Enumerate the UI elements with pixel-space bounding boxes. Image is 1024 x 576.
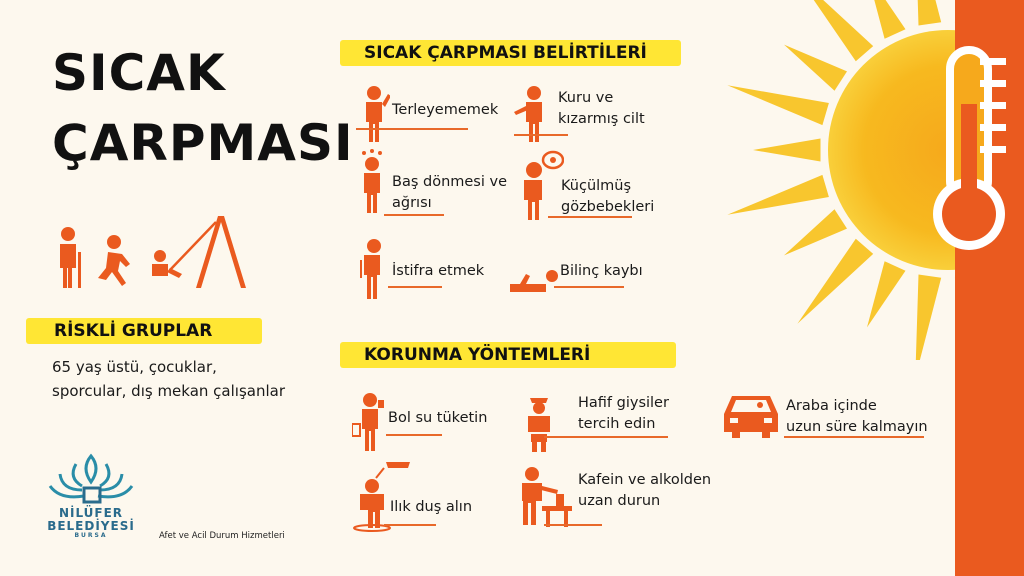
person-eye-icon (518, 150, 564, 220)
risk-groups-line-1: 65 yaş üstü, çocuklar, (52, 358, 217, 376)
person-at-table-icon (518, 460, 574, 530)
risk-groups-text (52, 355, 285, 403)
symptom-4-label (561, 176, 654, 218)
symptoms-heading (340, 40, 681, 66)
symptom-2-line-2: kızarmış cilt (558, 111, 645, 127)
sun-ray (753, 139, 821, 162)
prevention-underline (386, 434, 442, 436)
symptom-3-label (392, 172, 507, 214)
title-line-2: ÇARPMASI (52, 114, 354, 172)
prevention-3-label (786, 396, 928, 438)
symptoms-heading-text: SICAK ÇARPMASI BELİRTİLERİ (364, 43, 647, 63)
symptom-underline (554, 286, 624, 288)
prevention-2-label (578, 393, 669, 435)
prevention-5-line-1: Kafein ve alkolden (578, 472, 712, 488)
sun-ray (915, 0, 941, 26)
logo-text (44, 507, 138, 539)
prevention-3-line-1: Araba içinde (786, 398, 877, 414)
sun-ray (915, 275, 941, 361)
sun-ray (727, 175, 829, 215)
prevention-underline (544, 524, 602, 526)
thermometer-icon (906, 44, 1024, 260)
sun-ray (784, 209, 847, 255)
car-icon (722, 392, 780, 438)
risk-groups-heading-text: RİSKLİ GRUPLAR (54, 321, 213, 341)
symptom-5-label: İstifra etmek (392, 263, 485, 279)
person-vomit-icon (356, 236, 388, 302)
logo-name-line-1: NİLÜFER (58, 506, 124, 520)
sun-ray (797, 0, 873, 61)
sun-ray (867, 0, 906, 39)
prevention-3-line-2: uzun süre kalmayın (786, 419, 928, 435)
logo-lotus-icon (46, 452, 136, 508)
prevention-heading (340, 342, 676, 368)
shower-icon (346, 456, 416, 532)
symptom-4-line-1: Küçülmüş (561, 178, 632, 194)
symptom-underline (388, 286, 442, 288)
prevention-underline (544, 436, 668, 438)
symptom-1-label: Terleyememek (392, 102, 499, 118)
symptom-3-line-1: Baş dönmesi ve (392, 174, 508, 190)
symptom-underline (356, 128, 468, 130)
sun-ray (727, 85, 829, 125)
prevention-heading-text: KORUNMA YÖNTEMLERİ (364, 345, 591, 365)
risk-groups-line-2: sporcular, dış mekan çalışanlar (52, 382, 285, 400)
prevention-5-label (578, 470, 711, 512)
title-line-1: SICAK (52, 44, 226, 102)
person-drinking-icon (352, 390, 386, 454)
risk-groups-icon (48, 212, 248, 292)
prevention-2-line-2: tercih edin (578, 416, 656, 432)
logo-city: BURSA (74, 532, 108, 540)
symptom-underline (384, 214, 444, 216)
sun-ray (797, 239, 873, 324)
prevention-underline (384, 524, 436, 526)
footer-department: Afet ve Acil Durum Hizmetleri (159, 531, 285, 541)
symptom-2-label (558, 88, 645, 130)
person-dizzy-icon (356, 148, 390, 214)
prevention-5-line-2: uzan durun (578, 493, 661, 509)
logo-name-line-2: BELEDİYESİ (47, 518, 135, 533)
symptom-6-label: Bilinç kaybı (560, 263, 643, 279)
sun-ray (784, 45, 847, 91)
prevention-1-label: Bol su tüketin (388, 410, 488, 426)
symptom-4-line-2: gözbebekleri (561, 199, 655, 215)
light-clothes-icon (522, 392, 556, 456)
risk-groups-heading (26, 318, 262, 344)
person-head-touch-icon (358, 84, 390, 144)
symptom-2-line-1: Kuru ve (558, 90, 614, 106)
prevention-4-label: Ilık duş alın (390, 499, 473, 515)
sun-ray (867, 261, 906, 327)
person-fainted-icon (508, 264, 564, 294)
symptom-3-line-2: ağrısı (392, 195, 432, 211)
prevention-2-line-1: Hafif giysiler (578, 395, 669, 411)
symptom-underline (514, 134, 568, 136)
